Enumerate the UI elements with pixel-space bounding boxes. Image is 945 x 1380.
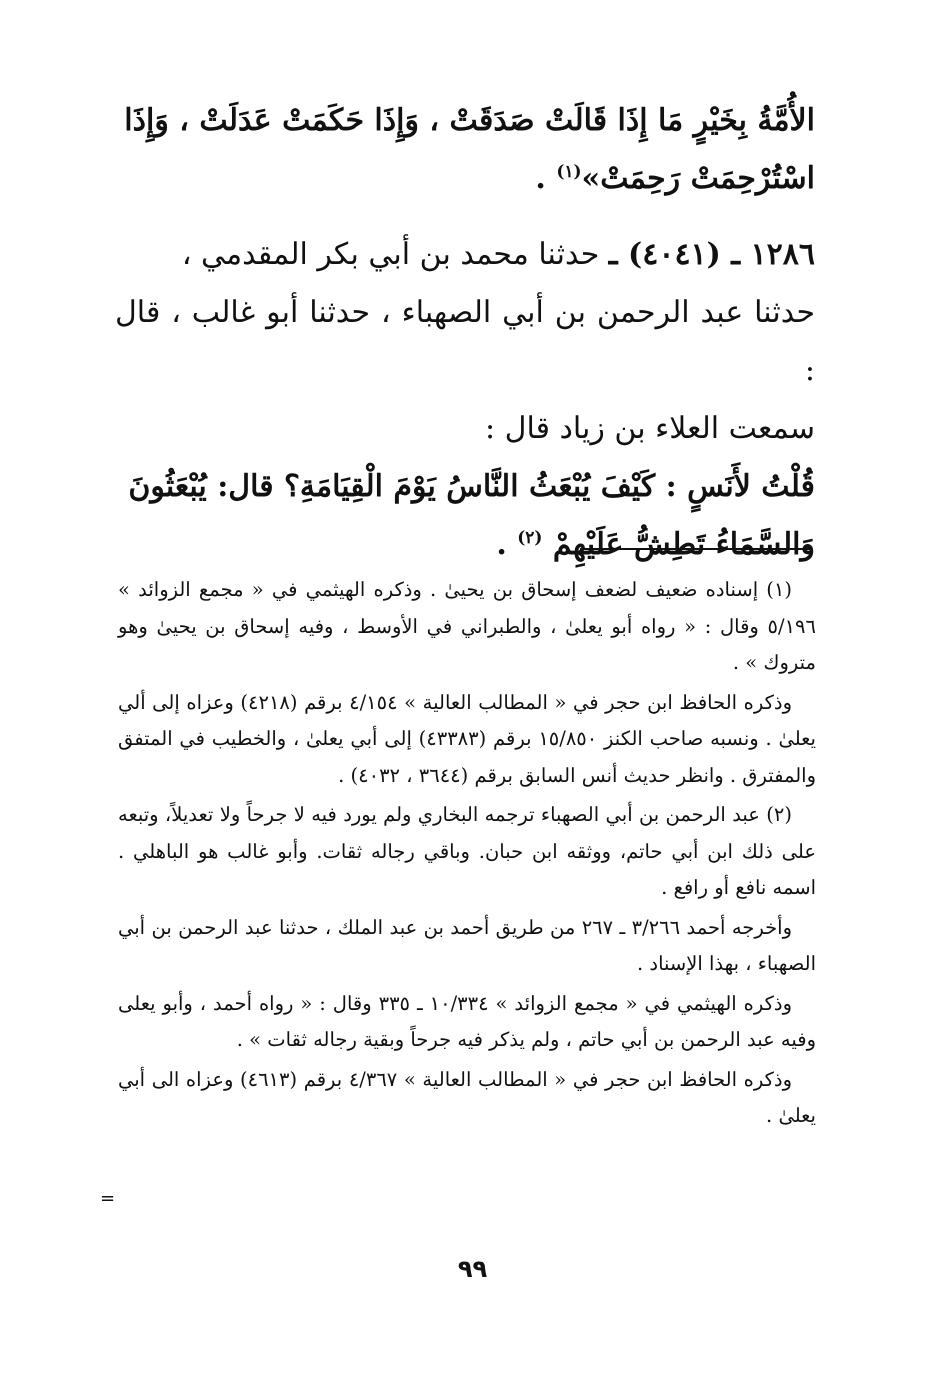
hadith-matn <box>115 458 815 516</box>
page-number: ٩٩ <box>457 1255 488 1283</box>
footnote-ref[interactable]: (١) <box>556 162 582 182</box>
hadith-number: ١٢٨٦ ـ (٤٠٤١) ـ <box>608 237 815 272</box>
footnote: (١) إسناده ضعيف لضعف إسحاق بن يحيىٰ . وذكره الهيثمي في « مجمع الزوائد » ٥/١٩٦ وقال : « رواه أبو يعلىٰ ، والطبراني في الأوسط ، وفيه إسحاق بن يحيىٰ وهو متروك » . <box>118 578 816 674</box>
footnote: وذكره الحافظ ابن حجر في « المطالب العالية » ٤/٣٦٧ برقم (٤٦١٣) وعزاه الى أبي يعلىٰ . <box>118 1067 816 1127</box>
hadith-isnad <box>115 400 815 458</box>
main-text <box>115 92 815 574</box>
footnote-ref[interactable]: (٢) <box>517 528 543 548</box>
text-line <box>115 150 815 208</box>
hadith-matn <box>115 516 815 574</box>
hadith-isnad <box>115 226 815 284</box>
text-line-content: الأُمَّةُ بِخَيْرٍ مَا إِذَا قَالَتْ صَدَقَتْ ، وَإِذَا حَكَمَتْ عَدَلَتْ ، وَإِذَا <box>124 103 815 138</box>
hadith-isnad <box>115 284 815 400</box>
footnote: (٢) عبد الرحمن بن أبي الصهباء ترجمه البخاري ولم يورد فيه لا جرحاً ولا تعديلاً، وتبعه على ذلك ابن أبي حاتم، ووثقه ابن حبان. وباقي رجاله ثقات. وأبو غالب هو الباهلي . اسمه نافع أو رافع . <box>118 803 816 899</box>
matn-end: . <box>496 527 518 562</box>
isnad-text: حدثنا محمد بن أبي بكر المقدمي ، <box>181 237 609 272</box>
isnad-text: حدثنا عبد الرحمن بن أبي الصهباء ، حدثنا أبو غالب ، قال : <box>115 295 815 388</box>
matn-text: قُلْتُ لأَنَسٍ : كَيْفَ يُبْعَثُ النَّاسُ يَوْمَ الْقِيَامَةِ؟ قال: يُبْعَثُونَ <box>128 469 815 504</box>
isnad-text: سمعت العلاء بن زياد قال : <box>485 411 815 446</box>
footnote-divider <box>580 548 810 550</box>
text-line-content: اسْتُرْحِمَتْ رَحِمَتْ» <box>581 161 815 196</box>
footnote: وذكره الهيثمي في « مجمع الزوائد » ١٠/٣٣٤ ـ ٣٣٥ وقال : « رواه أحمد ، وأبو يعلى وفيه عبد الرحمن بن أبي حاتم ، ولم يذكر فيه جرحاً وبقية رجاله ثقات » . <box>118 991 816 1051</box>
footnote: وأخرجه أحمد ٣/٢٦٦ ـ ٢٦٧ من طريق أحمد بن عبد الملك ، حدثنا عبد الرحمن بن أبي الصهباء ، بهذا الإسناد . <box>118 915 816 975</box>
matn-text: وَالسَّمَاءُ تَطِشُّ عَلَيْهِمْ <box>552 527 815 562</box>
text-line <box>115 92 815 150</box>
footnotes <box>118 572 816 1138</box>
footnote: وذكره الحافظ ابن حجر في « المطالب العالية » ٤/١٥٤ برقم (٤٢١٨) وعزاه إلى ألي يعلىٰ . ونسبه صاحب الكنز ١٥/٨٥٠ برقم (٤٣٣٨٣) إلى أبي يعلىٰ ، والخطيب في المتفق والمفترق . وانظر حديث أنس السابق برقم (٣٦٤٤ ، ٤٠٣٢) . <box>118 690 816 787</box>
text-line-end: . <box>535 161 557 196</box>
continuation-mark: = <box>100 1188 116 1209</box>
